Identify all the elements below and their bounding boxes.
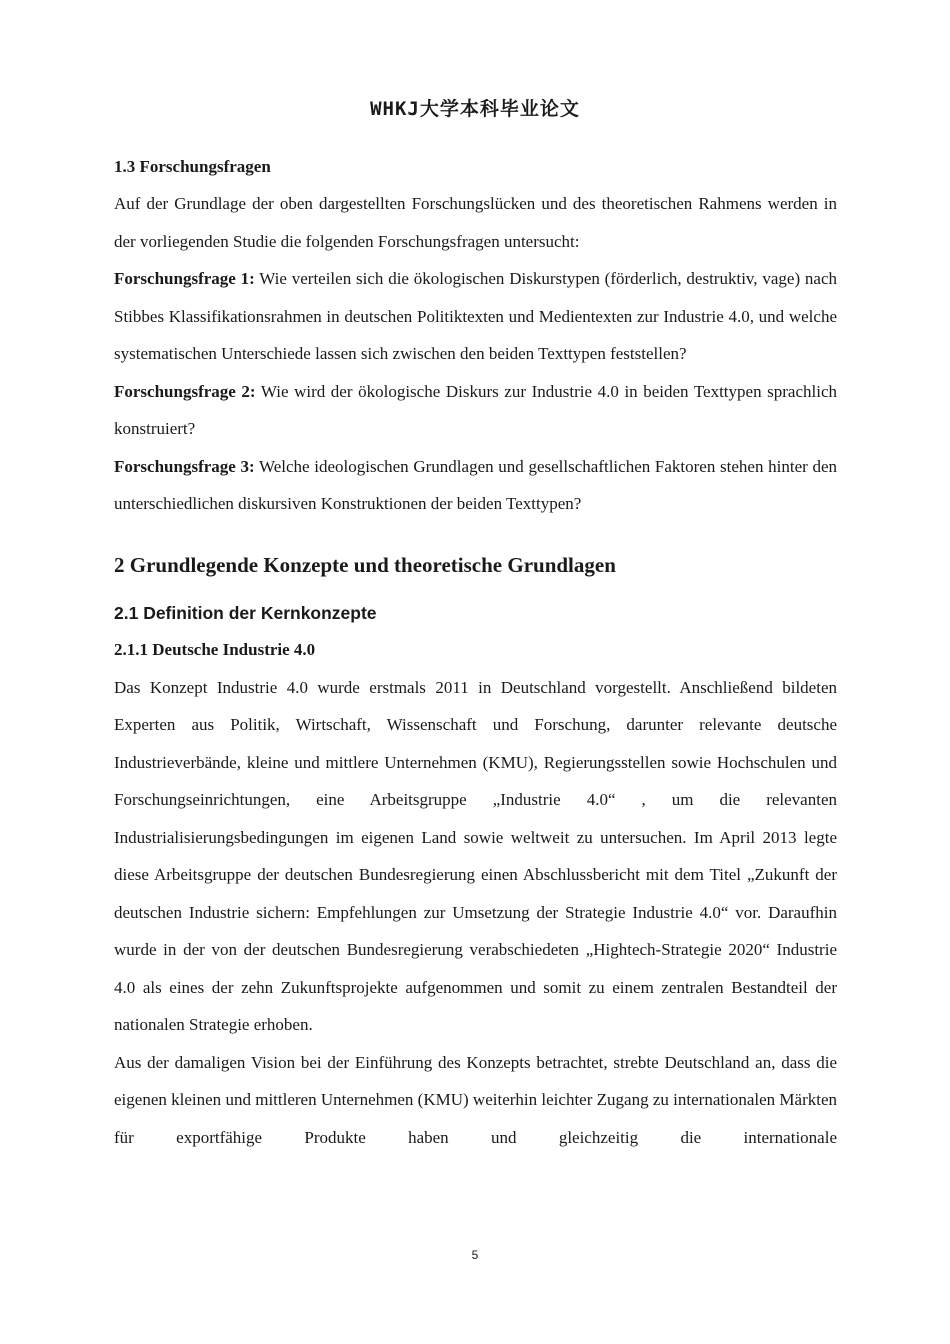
running-header: WHKJ大学本科毕业论文 [370,98,580,120]
research-question-3 [114,448,837,523]
research-question-1-text: Wie verteilen sich die ökologischen Diskurstypen (förderlich, destruktiv, vage) nach Stibbes Klassifikationsrahmen in deutschen Politiktexten und Medientexten zur Industrie 4.0, und welche systematischen Unterschiede lassen sich zwischen den beiden Texttypen feststellen? [114,269,838,363]
research-question-1-label: Forschungsfrage 1: [114,269,255,288]
page-number: 5 [471,1248,479,1262]
industrie-4-0-paragraph-1: Das Konzept Industrie 4.0 wurde erstmals 2011 in Deutschland vorgestellt. Anschließend bildeten Experten aus Politik, Wirtschaft, Wissenschaft und Forschung, darunter relevante deutsche Industrieverbände, kleine und mittlere Unternehmen (KMU), Regierungsstellen sowie Hochschulen und Forschungseinrichtungen, eine Arbeitsgruppe „Industrie 4.0“ , um die relevanten Industrialisierungsbedingungen im eigenen Land sowie weltweit zu untersuchen. Im April 2013 legte diese Arbeitsgruppe der deutschen Bundesregierung einen Abschlussbericht mit dem Titel „Zukunft der deutschen Industrie sichern: Empfehlungen zur Umsetzung der Strategie Industrie 4.0“ vor. Daraufhin wurde in der von der deutschen Bundesregierung verabschiedeten „Hightech-Strategie 2020“ Industrie 4.0 als eines der zehn Zukunftsprojekte aufgenommen und somit zu einem zentralen Bestandteil der nationalen Strategie erhoben. [114,677,837,1034]
research-question-3-label: Forschungsfrage 3: [114,456,255,476]
research-questions-intro: Auf der Grundlage der oben dargestellten Forschungslücken und des theoretischen Rahmens werden in der vorliegenden Studie die folgenden Forschungsfragen untersucht: [114,194,837,251]
page-body [114,148,837,1156]
research-question-2 [114,373,837,448]
research-question-2-text: Wie wird der ökologische Diskurs zur Industrie 4.0 in beiden Texttypen sprachlich konstruiert? [114,381,838,438]
research-question-1 [114,260,837,373]
section-heading-2-1: 2.1 Definition der Kernkonzepte [114,602,377,623]
subsection-heading-2-1-1: 2.1.1 Deutsche Industrie 4.0 [114,639,316,659]
research-question-2-label: Forschungsfrage 2: [114,381,256,401]
research-question-3-text: Welche ideologischen Grundlagen und gesellschaftlichen Faktoren stehen hinter den unterschiedlichen diskursiven Konstruktionen der beiden Texttypen? [114,456,838,513]
chapter-heading-2: 2 Grundlegende Konzepte und theoretische Grundlagen [114,552,616,577]
section-heading-1-3: 1.3 Forschungsfragen [114,157,271,176]
industrie-4-0-paragraph-2: Aus der damaligen Vision bei der Einführung des Konzepts betrachtet, strebte Deutschland an, dass die eigenen kleinen und mittleren Unternehmen (KMU) weiterhin leichter Zugang zu internationalen Märkten für exportfähige Produkte haben und gleichzeitig die internationale [114,1052,837,1147]
